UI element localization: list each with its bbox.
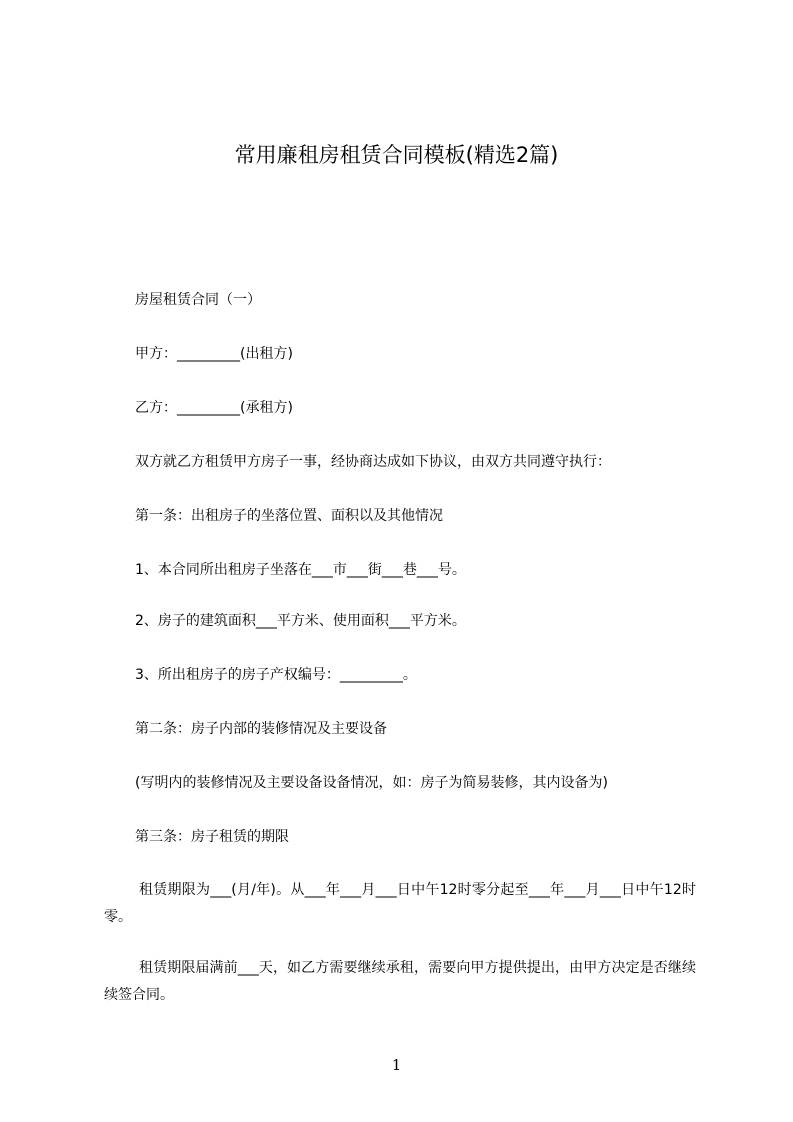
- contract-heading: 房屋租赁合同（一）: [135, 292, 261, 308]
- page-number: 1: [391, 1056, 402, 1074]
- party-a-line: 甲方：_________(出租方): [135, 346, 293, 362]
- article-3-heading: 第三条：房子租赁的期限: [135, 829, 289, 845]
- document-title: 常用廉租房租赁合同模板(精选2篇): [234, 143, 559, 167]
- renewal-paragraph: 租赁期限届满前___天，如乙方需要继续承租，需要向甲方提供提出，由甲方决定是否继续续签合同。: [104, 960, 696, 1003]
- agreement-intro: 双方就乙方租赁甲方房子一事，经协商达成如下协议，由双方共同遵守执行：: [135, 454, 611, 470]
- clause-1-location: 1、本合同所出租房子坐落在___市___街___巷___号。: [135, 562, 466, 578]
- clause-3-property-number: 3、所出租房子的房子产权编号：_________。: [135, 667, 417, 683]
- clause-2-area: 2、房子的建筑面积___平方米、使用面积___平方米。: [135, 613, 466, 629]
- article-2-heading: 第二条：房子内部的装修情况及主要设备: [135, 721, 387, 737]
- article-1-heading: 第一条：出租房子的坐落位置、面积以及其他情况: [135, 508, 443, 524]
- lease-term-paragraph: 租赁期限为___(月/年)。从___年___月___日中午12时零分起至___年___月___日中午12时零。: [104, 882, 696, 925]
- party-b-line: 乙方：_________(承租方): [135, 400, 293, 416]
- decoration-note: (写明内的装修情况及主要设备设备情况，如：房子为简易装修，其内设备为): [135, 775, 608, 791]
